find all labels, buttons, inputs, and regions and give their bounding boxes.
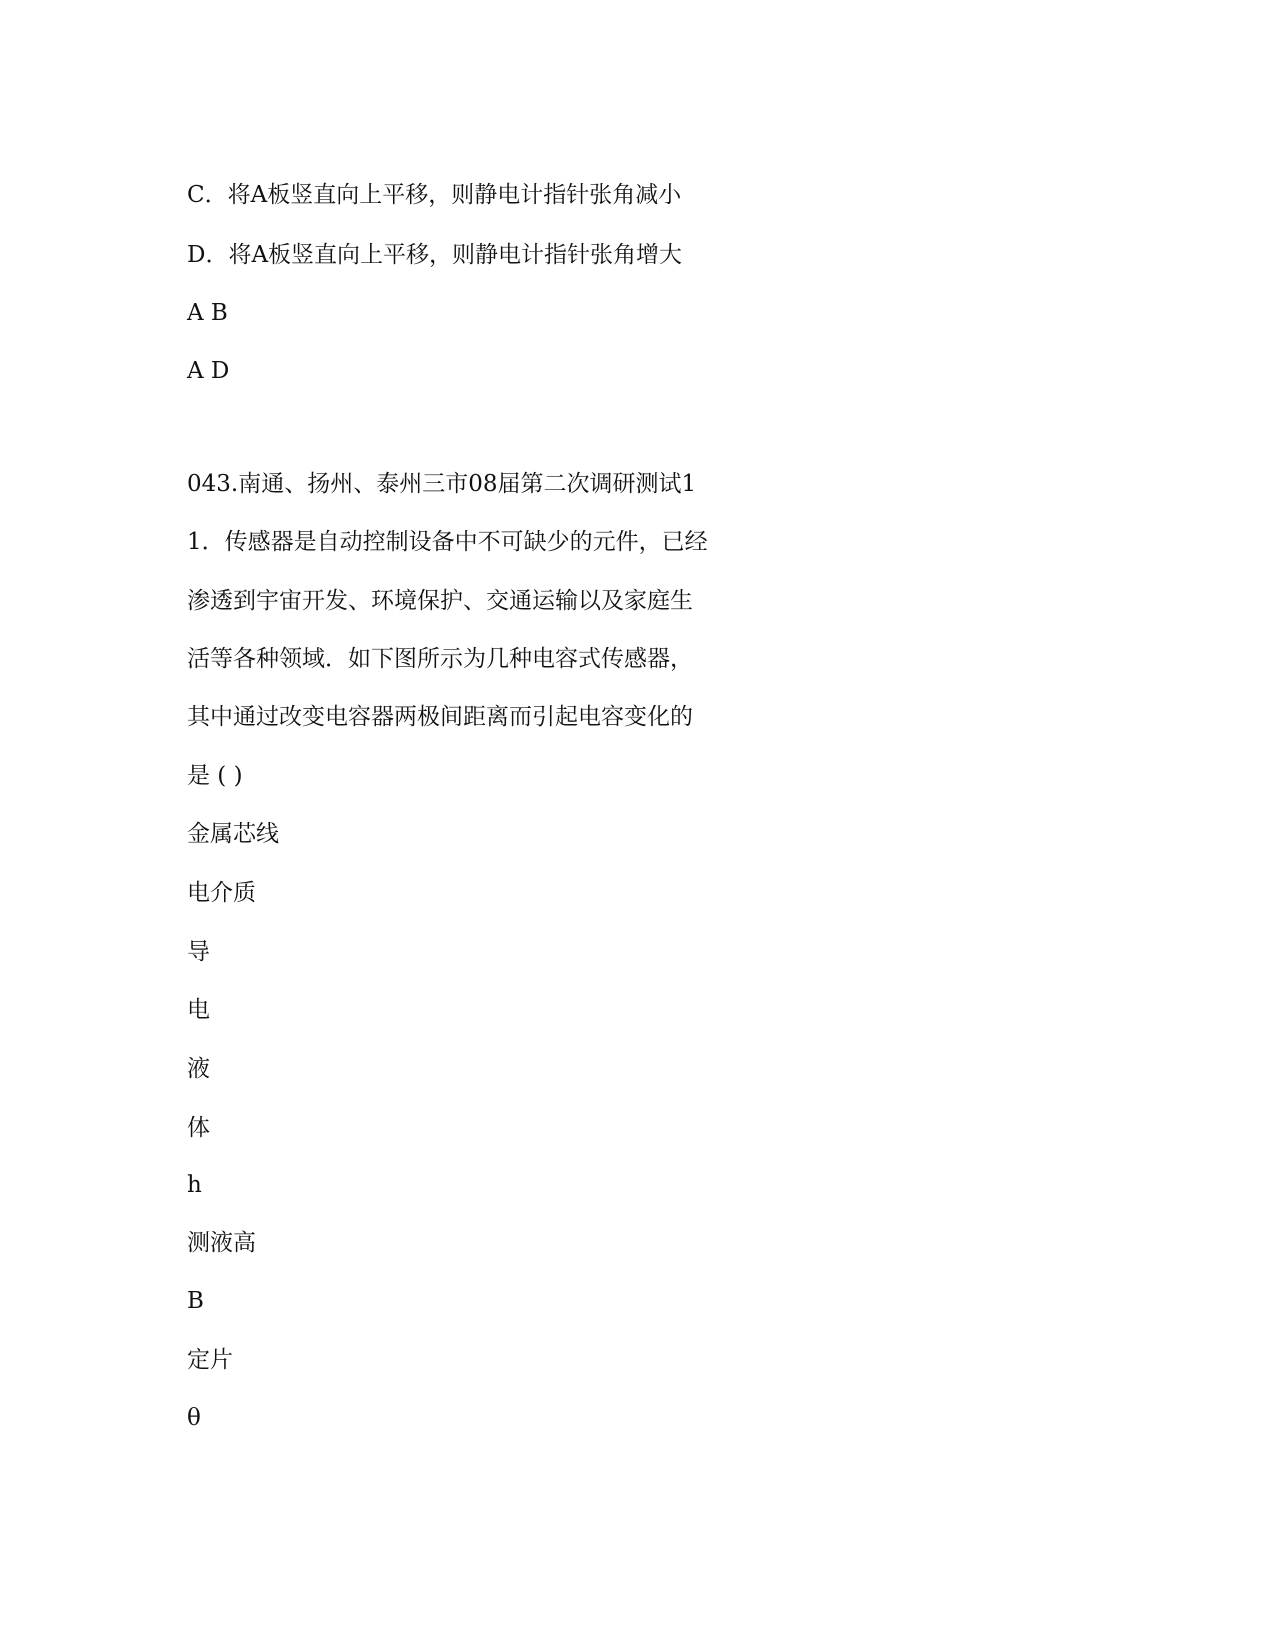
- option-c: C．将A板竖直向上平移，则静电计指针张角减小: [187, 182, 682, 208]
- figure-label: 电介质: [187, 880, 256, 906]
- question-text-line: 其中通过改变电容器两极间距离而引起电容变化的: [187, 704, 693, 730]
- figure-label: 导: [187, 939, 210, 965]
- answer-line: A D: [187, 358, 230, 384]
- figure-label: 测液高: [187, 1230, 256, 1256]
- question-text-line: 是 ( ): [187, 763, 243, 789]
- figure-label: 液: [187, 1056, 210, 1082]
- figure-label: 电: [187, 997, 210, 1023]
- figure-label: 定片: [187, 1347, 233, 1373]
- section-title: 043.南通、扬州、泰州三市08届第二次调研测试1: [187, 471, 697, 497]
- figure-label: h: [187, 1172, 202, 1198]
- option-d: D．将A板竖直向上平移，则静电计指针张角增大: [187, 242, 683, 268]
- figure-label: θ: [187, 1405, 201, 1431]
- question-text-line: 渗透到宇宙开发、环境保护、交通运输以及家庭生: [187, 588, 693, 614]
- figure-label: 体: [187, 1115, 210, 1141]
- figure-label: 金属芯线: [187, 821, 279, 847]
- question-text-line: 1．传感器是自动控制设备中不可缺少的元件，已经: [187, 529, 708, 555]
- answer-line: A B: [187, 300, 228, 326]
- figure-label: B: [187, 1288, 204, 1314]
- question-text-line: 活等各种领域．如下图所示为几种电容式传感器，: [187, 646, 693, 672]
